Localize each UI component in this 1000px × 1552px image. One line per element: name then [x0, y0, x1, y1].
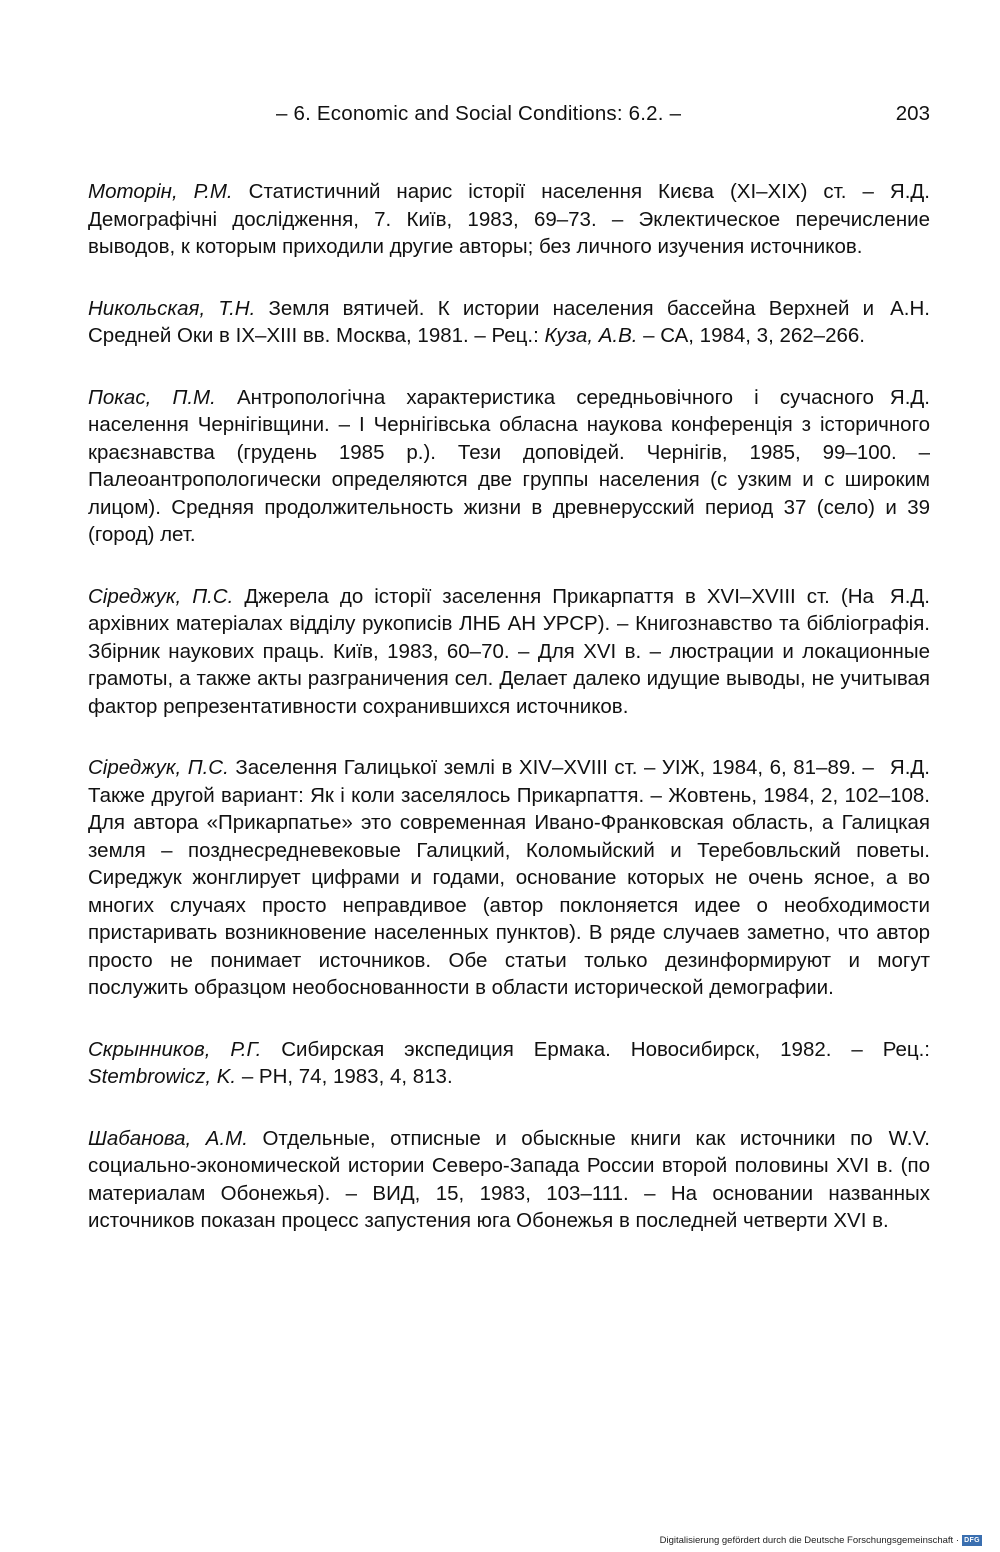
- bibliography-entry: [88, 583, 930, 721]
- running-head: – 6. Economic and Social Conditions: 6.2. –: [276, 102, 682, 125]
- entry-author: Сіреджук, П.С.: [88, 756, 229, 779]
- digitization-footer: [660, 1535, 982, 1546]
- entry-text: Отдельные, отписные и обыскные книги как источники по социально-экономической истории Северо-Запада России второй половины XVI в. (по материалам Обонежья). – ВИД, 15, 1983, 103–111. – На основании названных источников показан процесс запустения юга Обонежья в последней четверти XVI в.: [88, 1126, 930, 1232]
- entry-reviewer: Я.Д.: [889, 756, 930, 779]
- page-number: 203: [895, 102, 930, 125]
- bibliography-entry: [88, 295, 930, 350]
- entry-author: Сіреджук, П.С.: [88, 584, 234, 608]
- bibliography-entry: [88, 1036, 930, 1091]
- entry-text: Антропологічна характеристика середньовічного і сучасного населення Чернігівщини. – I Чернігівська обласна наукова конференція з історичного краєзнавства (грудень 1985 р.). Тези доповідей. Чернігів, 1985, 99–100. – Палеоантропологически определяются две группы населения (с узким и с широким лицом). Средняя продолжительность жизни в древнерусский период 37 (село) и 39 (город) лет.: [88, 385, 930, 546]
- footer-note: Digitalisierung gefördert durch die Deutsche Forschungsgemeinschaft ·: [659, 1535, 959, 1546]
- entry-text: Сибирская экспедиция Ермака. Новосибирск, 1982. – Рец.:: [281, 1037, 930, 1061]
- review-author: Stembrowicz, K.: [88, 1065, 237, 1088]
- bibliography-entry: [88, 754, 930, 1002]
- bibliography-list: [88, 178, 930, 1269]
- page-header: [88, 98, 930, 132]
- entry-reviewer: W.V.: [888, 1126, 930, 1150]
- bibliography-entry: [88, 178, 930, 261]
- entry-author: Скрынников, Р.Г.: [88, 1037, 262, 1061]
- review-author: Куза, А.В.: [544, 324, 638, 347]
- dfg-logo-icon: DFG: [962, 1535, 982, 1546]
- review-source: – РН, 74, 1983, 4, 813.: [241, 1065, 453, 1088]
- bibliography-entry: [88, 384, 930, 549]
- entry-author: Моторін, Р.М.: [88, 180, 233, 203]
- bibliography-entry: [88, 1125, 930, 1235]
- entry-author: Шабанова, А.М.: [88, 1126, 248, 1150]
- review-source: – СА, 1984, 3, 262–266.: [643, 324, 865, 347]
- entry-reviewer: А.Н.: [890, 296, 930, 320]
- entry-text: Земля вятичей. К истории населения бассейна Верхней и Средней Оки в IX–XIII вв. Москва, 1981. – Рец.:: [88, 296, 875, 347]
- entry-text: Статистичний нарис історії населення Києва (XI–XIX) ст. – Демографічні дослідження, 7. Київ, 1983, 69–73. – Эклектическое перечисление выводов, к которым приходили другие авторы; без личного изучения источников.: [88, 180, 930, 258]
- entry-reviewer: Я.Д.: [889, 180, 930, 203]
- entry-author: Никольская, Т.Н.: [88, 296, 256, 320]
- entry-text: Заселення Галицької землі в XIV–XVIII ст. – УІЖ, 1984, 6, 81–89. – Также другой вариант: Як і коли заселялось Прикарпаття. – Жовтень, 1984, 2, 102–108. Для автора «Прикарпатье» это современная Ивано-Франковская область, а Галицкая земля – позднесредневековые Галицкий, Коломыйский и Теребовльский поветы. Сиреджук жонглирует цифрами и годами, основание которых не очень ясное, а во многих случаях просто неправдивое (автор поклоняется идее о необходимости пристаривать возникновение населенных пунктов). В ряде случаев заметно, что автор просто не понимает источников. Обе статьи только дезинформируют и могут послужить образцом необоснованности в области исторической демографии.: [88, 756, 930, 999]
- entry-text: Джерела до історії заселення Прикарпаття в XVI–XVIII ст. (На архівних матеріалах відділу рукописів ЛНБ АН УРСР). – Книгознавство та бібліографія. Збірник наукових праць. Київ, 1983, 60–70. – Для XVI в. – люстрации и локационные грамоты, а также акты разграничения сел. Делает далеко идущие выводы, не учитывая фактор репрезентативности сохранившихся источников.: [88, 584, 930, 718]
- entry-author: Покас, П.М.: [88, 385, 216, 409]
- entry-reviewer: Я.Д.: [889, 385, 930, 409]
- entry-reviewer: Я.Д.: [889, 584, 930, 608]
